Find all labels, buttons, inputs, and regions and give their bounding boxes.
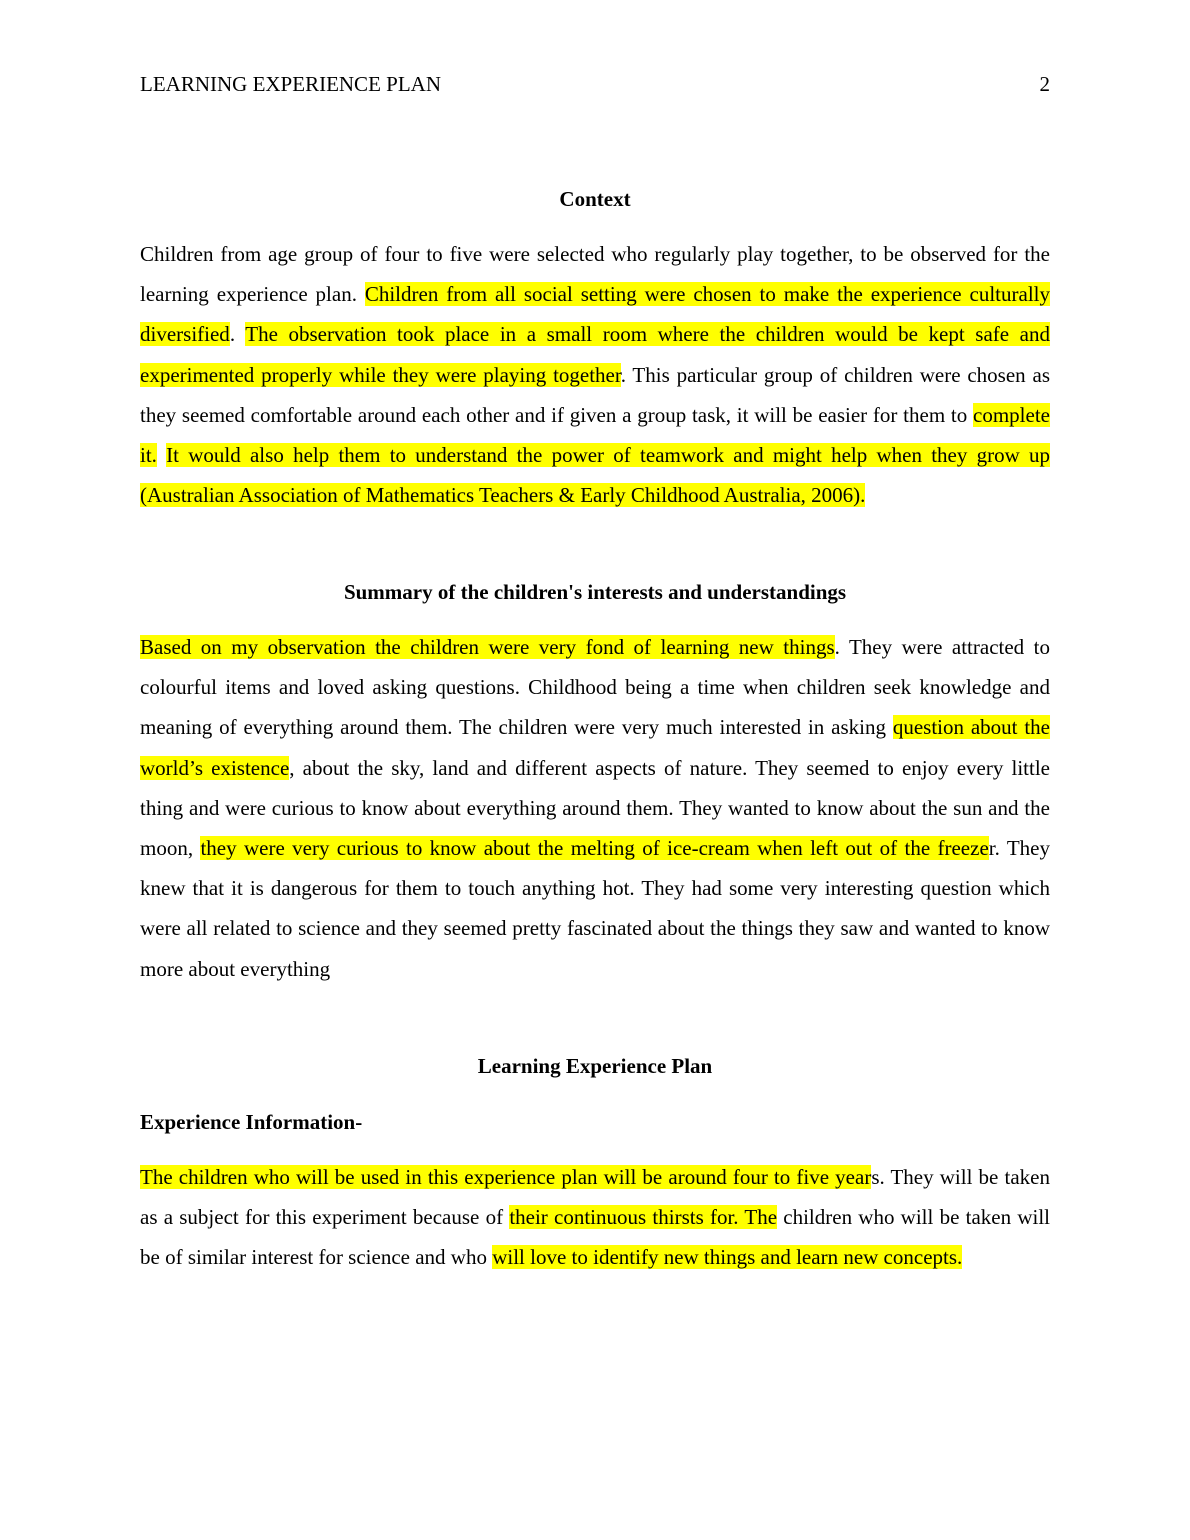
text-run: . They were attracted to colourful items and loved asking questions. Childhood being a time when children seek knowledge and meaning of everything around them. The children were very much interested in asking [140, 635, 1050, 740]
page-number: 2 [1039, 72, 1050, 96]
highlighted-text: question about the world’s existence [140, 715, 1050, 780]
highlighted-text: they were very curious to know about the melting of ice-cream when left out of the freeze [200, 836, 989, 861]
context-paragraph [140, 234, 1050, 515]
page-header [140, 70, 1050, 98]
heading-context: Context [559, 187, 631, 211]
summary-paragraph [140, 627, 1050, 989]
highlighted-text: It would also help them to understand the power of teamwork and might help when they grow up (Australian Association of Mathematics Teachers & Early Childhood Australia, 2006). [140, 443, 1051, 508]
heading-summary: Summary of the children's interests and understandings [343, 580, 847, 604]
highlighted-text: Based on my observation the children were very fond of learning new things [140, 635, 835, 659]
highlighted-text: The observation took place in a small room where the children would be kept safe and experimented properly while they were playing together [140, 322, 1050, 387]
text-run [157, 443, 166, 467]
highlighted-text: The children who will be used in this experience plan will be around four to five year [140, 1165, 872, 1189]
text-run: s. They will be taken as a subject for this experiment because of [140, 1165, 1050, 1230]
highlighted-text: complete it. [140, 402, 1050, 468]
highlighted-text: will love to identify new things and learn new concepts. [492, 1245, 963, 1270]
text-run: r. They knew that it is dangerous for them to touch anything hot. They had some very interesting question which were all related to science and they seemed pretty fascinated about the things they saw and wanted to know more about everything [140, 836, 1050, 981]
subheading-experience-information: Experience Information- [140, 1110, 363, 1134]
heading-learning-experience-plan: Learning Experience Plan [477, 1054, 713, 1078]
experience-paragraph [140, 1157, 1050, 1278]
text-run: children who will be taken will be of similar interest for science and who [140, 1205, 1050, 1270]
running-head: LEARNING EXPERIENCE PLAN [140, 72, 441, 96]
highlighted-text: their continuous thirsts for. The [509, 1205, 778, 1230]
text-run: . [229, 322, 246, 347]
text-run: . This particular group of children were chosen as they seemed comfortable around each other and if given a group task, it will be easier for them to [140, 362, 1050, 427]
highlighted-text: Children from all social setting were chosen to make the experience culturally diversified [140, 282, 1051, 347]
text-run: , about the sky, land and different aspects of nature. They seemed to enjoy every little thing and were curious to know about everything around them. They wanted to know about the sun and the moon, [140, 755, 1051, 861]
text-run: Children from age group of four to five were selected who regularly play together, to be observed for the learning experience plan. [140, 242, 1050, 307]
